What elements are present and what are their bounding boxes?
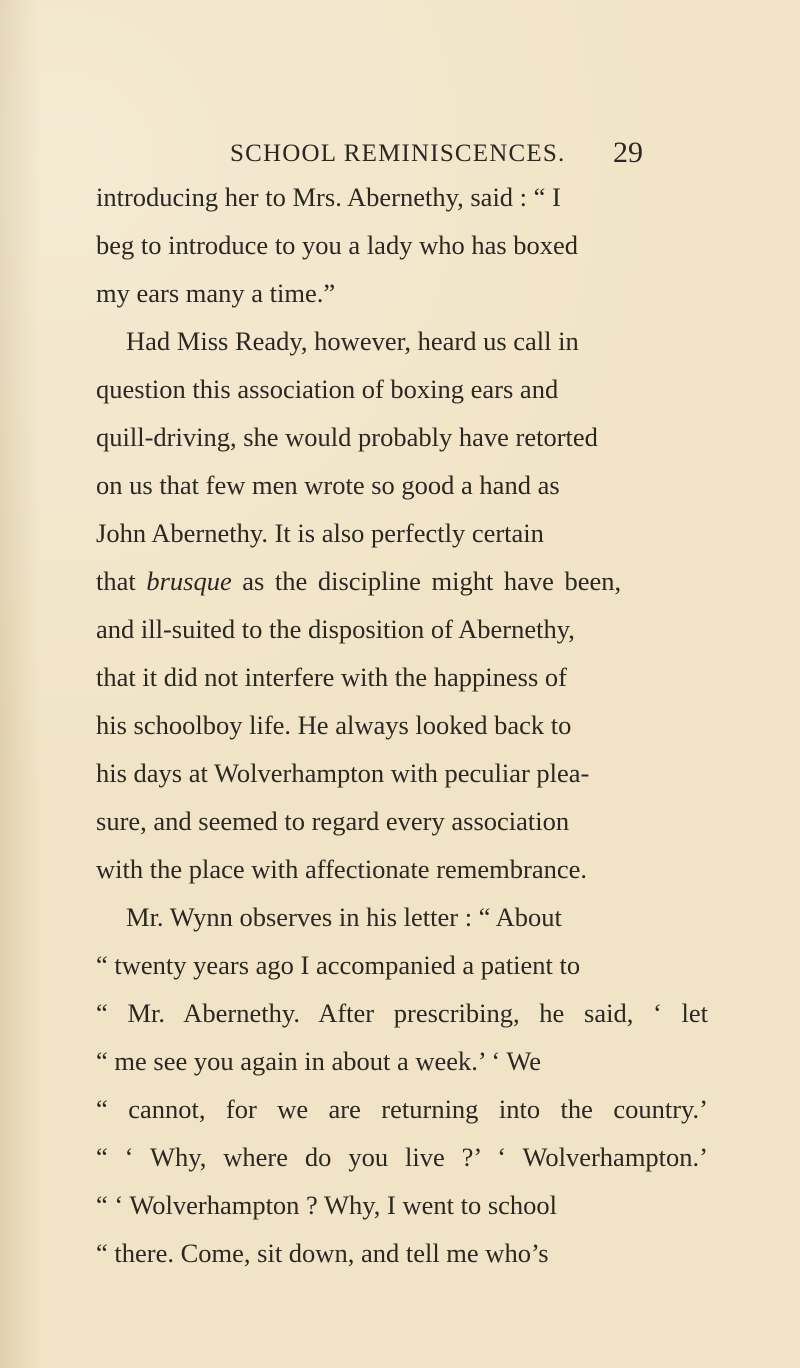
line-22: “ ‘ Wolverhampton ? Why, I went to school [96,1190,558,1220]
italic-word: brusque [146,566,232,596]
line-20: “ cannot, for we are returning into the country.’ [96,1094,708,1124]
line-12: his schoolboy life. He always looked back to [96,710,572,740]
line-2: beg to introduce to you a lady who has boxed [96,230,579,260]
line-9-start: that [96,566,147,596]
line-18: “ Mr. Abernethy. After prescribing, he said, ‘ let [96,998,708,1028]
line-5: question this association of boxing ears and [96,374,559,404]
line-6: quill-driving, she would probably have retorted [96,422,598,452]
line-3: my ears many a time.” [96,278,336,308]
line-9 [96,568,621,595]
line-21: “ ‘ Why, where do you live ?’ ‘ Wolverhampton.’ [96,1142,708,1172]
line-4: Had Miss Ready, however, heard us call in [126,326,579,356]
line-7: on us that few men wrote so good a hand as [96,470,560,500]
running-head: SCHOOL REMINISCENCES. [230,140,566,167]
line-15: with the place with affectionate remembrance. [96,854,588,884]
line-10: and ill-suited to the disposition of Abernethy, [96,614,575,644]
line-13: his days at Wolverhampton with peculiar plea- [96,758,590,788]
line-9-end: as the discipline might have been, [242,566,622,596]
line-1: introducing her to Mrs. Abernethy, said : “ I [96,182,561,212]
line-14: sure, and seemed to regard every association [96,806,570,836]
line-19: “ me see you again in about a week.’ ‘ We [96,1046,542,1076]
line-8: John Abernethy. It is also perfectly certain [96,518,544,548]
line-17: “ twenty years ago I accompanied a patient to [96,950,581,980]
page-number: 29 [613,136,643,169]
line-11: that it did not interfere with the happiness of [96,662,567,692]
line-23: “ there. Come, sit down, and tell me who’s [96,1238,549,1268]
line-16: Mr. Wynn observes in his letter : “ About [126,902,562,932]
